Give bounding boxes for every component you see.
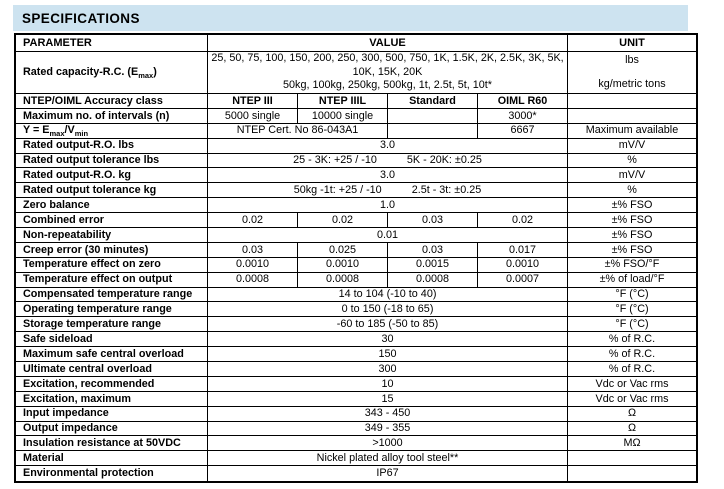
parameter-label: Maximum safe central overload — [23, 347, 184, 360]
value-part: 25 - 3K: +25 / -10 — [293, 154, 377, 167]
table-row-rated-capacity-r-c — [16, 52, 696, 94]
unit-line: kg/metric tons — [598, 77, 666, 90]
value-cell: 30 — [208, 332, 568, 347]
parameter-label: Creep error (30 minutes) — [23, 243, 149, 256]
table-row-output-impedance — [16, 422, 696, 437]
parameter-label: NTEP/OIML Accuracy class — [23, 94, 163, 107]
value-cell: 0.0008 — [388, 273, 478, 288]
parameter-cell — [16, 392, 208, 407]
parameter-label: Input impedance — [23, 407, 109, 420]
parameter-label: Material — [23, 452, 64, 465]
table-row-y-emax-vmin — [16, 124, 696, 139]
unit-cell: ±% FSO/°F — [568, 258, 696, 273]
parameter-cell — [16, 362, 208, 377]
table-row-insulation-resistance-at-50vdc — [16, 436, 696, 451]
table-row-maximum-safe-central-overload — [16, 347, 696, 362]
parameter-cell — [16, 228, 208, 243]
parameter-cell — [16, 436, 208, 451]
value-cell: 0.0008 — [298, 273, 388, 288]
parameter-label: $Y = E_{max}/V_{min}$ — [23, 124, 89, 139]
value-cell — [208, 183, 568, 198]
value-cell — [388, 109, 478, 124]
value-cell: 0.03 — [208, 243, 298, 258]
parameter-cell — [16, 183, 208, 198]
unit-cell: °F (°C) — [568, 302, 696, 317]
parameter-cell — [16, 139, 208, 154]
parameter-cell — [16, 317, 208, 332]
table-row-input-impedance — [16, 407, 696, 422]
parameter-cell — [16, 198, 208, 213]
parameter-label: Ultimate central overload — [23, 362, 153, 375]
parameter-cell — [16, 466, 208, 481]
parameter-label: Operating temperature range — [23, 303, 172, 316]
parameter-label: Excitation, maximum — [23, 392, 132, 405]
table-row-environmental-protection — [16, 466, 696, 481]
value-cell: IP67 — [208, 466, 568, 481]
table-row-excitation-recommended — [16, 377, 696, 392]
value-cell: 150 — [208, 347, 568, 362]
table-row-rated-output-r-o — [16, 168, 696, 183]
unit-cell: ±% of load/°F — [568, 273, 696, 288]
unit-cell: °F (°C) — [568, 317, 696, 332]
value-part: 2.5t - 3t: ±0.25 — [411, 184, 482, 197]
unit-cell — [568, 94, 696, 109]
unit-cell: mV/V — [568, 139, 696, 154]
table-row-temperature-effect-on-output — [16, 273, 696, 288]
parameter-cell — [16, 451, 208, 466]
value-cell — [208, 154, 568, 169]
parameter-label: Compensated temperature range — [23, 288, 193, 301]
parameter-label: Excitation, recommended — [23, 377, 155, 390]
parameter-cell — [16, 52, 208, 94]
parameter-label: Safe sideload — [23, 332, 93, 345]
value-part: 5K - 20K: ±0.25 — [406, 154, 482, 167]
unit-cell: % — [568, 154, 696, 169]
table-header-row — [16, 35, 696, 52]
table-row-zero-balance — [16, 198, 696, 213]
value-cell: NTEP IIIL — [298, 94, 388, 109]
table-row-temperature-effect-on-zero — [16, 258, 696, 273]
value-cell: 10 — [208, 377, 568, 392]
table-row-rated-output-tolerance-kg — [16, 183, 696, 198]
column-header-parameter-label: PARAMETER — [23, 36, 92, 49]
parameter-cell — [16, 168, 208, 183]
value-cell: 343 - 450 — [208, 407, 568, 422]
value-cell: 300 — [208, 362, 568, 377]
column-header-value — [208, 35, 568, 52]
value-cell: 0.0015 — [388, 258, 478, 273]
value-cell: -60 to 185 (-50 to 85) — [208, 317, 568, 332]
value-cell: 5000 single — [208, 109, 298, 124]
parameter-cell — [16, 332, 208, 347]
parameter-label: Insulation resistance at 50VDC — [23, 437, 181, 450]
unit-cell — [568, 451, 696, 466]
parameter-cell — [16, 302, 208, 317]
table-row-operating-temperature-range — [16, 302, 696, 317]
unit-line: lbs — [625, 54, 639, 66]
value-cell: 3.0 — [208, 168, 568, 183]
value-cell — [208, 52, 568, 94]
value-cell: 0.0010 — [478, 258, 568, 273]
parameter-cell — [16, 243, 208, 258]
value-cell: 0.02 — [478, 213, 568, 228]
value-cell: OIML R60 — [478, 94, 568, 109]
value-cell: Standard — [388, 94, 478, 109]
parameter-cell — [16, 377, 208, 392]
unit-cell: % of R.C. — [568, 332, 696, 347]
value-cell: 0.0010 — [298, 258, 388, 273]
unit-cell: Maximum available — [568, 124, 696, 139]
value-cell: 15 — [208, 392, 568, 407]
table-row-material — [16, 451, 696, 466]
unit-cell: ±% FSO — [568, 198, 696, 213]
value-part: 50kg -1t: +25 / -10 — [293, 184, 382, 197]
specifications-header-band — [13, 5, 688, 31]
value-cell: 6667 — [478, 124, 568, 139]
unit-cell — [568, 466, 696, 481]
parameter-label: Rated capacity-R.C. $(E_{max})$ — [23, 66, 157, 81]
parameter-label: Rated output-R.O. lbs — [23, 139, 134, 152]
parameter-cell — [16, 109, 208, 124]
table-row-storage-temperature-range — [16, 317, 696, 332]
table-row-maximum-no-of-intervals — [16, 109, 696, 124]
value-cell: 0.0010 — [208, 258, 298, 273]
unit-cell: MΩ — [568, 436, 696, 451]
value-cell: 3000* — [478, 109, 568, 124]
parameter-label: Environmental protection — [23, 467, 154, 480]
unit-cell: Vdc or Vac rms — [568, 377, 696, 392]
parameter-label: Maximum no. of intervals (n) — [23, 109, 170, 122]
unit-cell: ±% FSO — [568, 228, 696, 243]
parameter-cell — [16, 124, 208, 139]
table-row-excitation-maximum — [16, 392, 696, 407]
parameter-label: Zero balance — [23, 198, 90, 211]
value-cell: NTEP Cert. No 86-043A1 — [208, 124, 388, 139]
parameter-label: Temperature effect on output — [23, 273, 173, 286]
unit-cell — [568, 109, 696, 124]
unit-cell: Ω — [568, 407, 696, 422]
unit-cell: Ω — [568, 422, 696, 437]
column-header-unit — [568, 35, 696, 52]
table-row-rated-output-r-o — [16, 139, 696, 154]
parameter-cell — [16, 347, 208, 362]
unit-cell — [568, 52, 696, 94]
value-cell: 0.0008 — [208, 273, 298, 288]
table-row-non-repeatability — [16, 228, 696, 243]
column-header-unit-label: UNIT — [619, 36, 645, 49]
table-row-ntep-oiml-accuracy-class — [16, 94, 696, 109]
value-cell: 3.0 — [208, 139, 568, 154]
table-row-creep-error-30-minutes — [16, 243, 696, 258]
value-cell: 0.03 — [388, 243, 478, 258]
value-cell: 0.01 — [208, 228, 568, 243]
unit-cell: ±% FSO — [568, 243, 696, 258]
column-header-parameter — [16, 35, 208, 52]
parameter-label: Rated output-R.O. kg — [23, 169, 131, 182]
unit-cell: ±% FSO — [568, 213, 696, 228]
unit-cell: mV/V — [568, 168, 696, 183]
parameter-cell — [16, 407, 208, 422]
unit-cell: °F (°C) — [568, 288, 696, 303]
value-cell: 1.0 — [208, 198, 568, 213]
parameter-label: Output impedance — [23, 422, 118, 435]
parameter-cell — [16, 258, 208, 273]
value-cell: 349 - 355 — [208, 422, 568, 437]
parameter-label: Rated output tolerance kg — [23, 184, 157, 197]
value-cell: Nickel plated alloy tool steel** — [208, 451, 568, 466]
parameter-label: Storage temperature range — [23, 318, 162, 331]
value-cell: 10000 single — [298, 109, 388, 124]
value-cell: NTEP III — [208, 94, 298, 109]
value-cell: 0.03 — [388, 213, 478, 228]
value-line: 50kg, 100kg, 250kg, 500kg, 1t, 2.5t, 5t, 10t* — [283, 79, 492, 92]
value-cell: 0.02 — [208, 213, 298, 228]
specifications-table — [14, 33, 698, 483]
value-line: 25, 50, 75, 100, 150, 200, 250, 300, 500, 750, 1K, 1.5K, 2K, 2.5K, 3K, 5K, — [211, 52, 564, 65]
column-header-value-label: VALUE — [369, 36, 406, 49]
value-cell: 0 to 150 (-18 to 65) — [208, 302, 568, 317]
parameter-label: Rated output tolerance lbs — [23, 154, 160, 167]
value-cell: 0.025 — [298, 243, 388, 258]
parameter-cell — [16, 288, 208, 303]
value-cell: 0.0007 — [478, 273, 568, 288]
parameter-cell — [16, 273, 208, 288]
table-row-compensated-temperature-range — [16, 288, 696, 303]
value-line: 10K, 15K, 20K — [352, 65, 423, 78]
parameter-label: Combined error — [23, 213, 104, 226]
value-cell: 0.017 — [478, 243, 568, 258]
table-row-safe-sideload — [16, 332, 696, 347]
specifications-title: SPECIFICATIONS — [22, 10, 140, 26]
value-cell: 0.02 — [298, 213, 388, 228]
parameter-cell — [16, 154, 208, 169]
value-cell: 14 to 104 (-10 to 40) — [208, 288, 568, 303]
unit-cell: Vdc or Vac rms — [568, 392, 696, 407]
value-cell — [388, 124, 478, 139]
table-row-combined-error — [16, 213, 696, 228]
parameter-cell — [16, 94, 208, 109]
table-row-rated-output-tolerance-lbs — [16, 154, 696, 169]
parameter-label: Temperature effect on zero — [23, 258, 161, 271]
table-row-ultimate-central-overload — [16, 362, 696, 377]
parameter-cell — [16, 213, 208, 228]
unit-cell: % of R.C. — [568, 347, 696, 362]
unit-cell: % of R.C. — [568, 362, 696, 377]
value-cell: >1000 — [208, 436, 568, 451]
parameter-label: Non-repeatability — [23, 228, 112, 241]
parameter-cell — [16, 422, 208, 437]
unit-cell: % — [568, 183, 696, 198]
